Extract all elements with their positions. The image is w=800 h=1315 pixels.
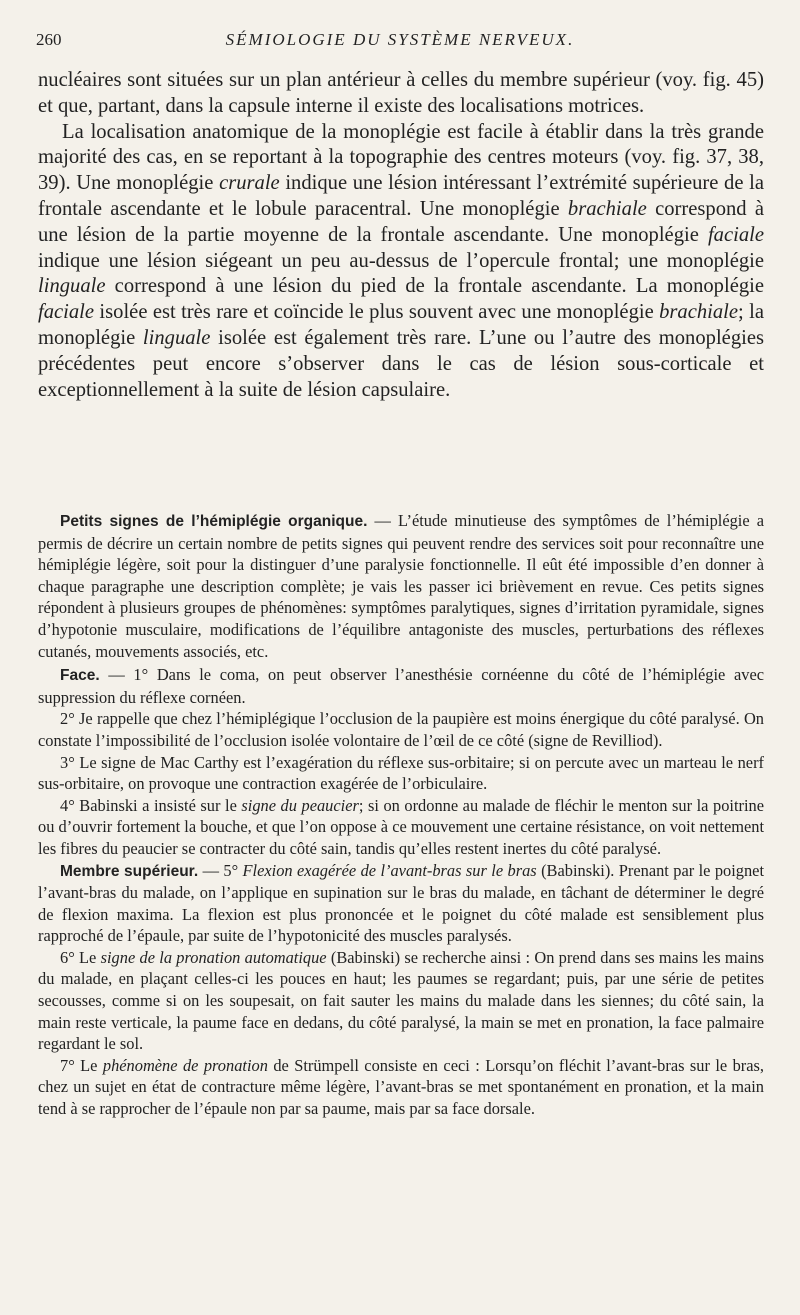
page-number: 260 <box>36 30 62 49</box>
main-text <box>38 68 764 403</box>
paragraph-petits-signes: Petits signes de l’hémiplégie organique. — L’étude minutieuse des symptômes de l’hémiplégie a permis de décrire un certain nombre de petits signes qui peuvent rendre des services soit pour reconnaître une hémiplégie légère, soit pour la distinguer d’une paralysie fonctionnelle. Il eût été impossible d’en donner à chaque paragraphe une description complète; je vais les passer ici brièvement en revue. Ces petits signes répondent à plusieurs groupes de phénomènes: symptômes paralytiques, signes d’irritation pyramidale, signes d’hypotonie musculaire, modifications de l’équilibre antagoniste des muscles, perturbations des réflexes cutanés, mouvements associés, etc. <box>38 511 764 661</box>
running-header <box>36 30 764 52</box>
paragraph-membre-5: Membre supérieur. — 5° Flexion exagérée de l’avant-bras sur le bras (Babinski). Prenant par le poignet l’avant-bras du malade, on l’applique en supination sur le bras du malade, en tâchant de déterminer le degré de flexion maxima. La flexion est plus prononcée et le poignet du côté malade est sensiblement plus rapproché de l’épaule, par suite de l’hypotonicité des muscles paralysés. <box>38 860 765 946</box>
section-heading-petits-signes: Petits signes de l’hémiplégie organique. <box>60 513 368 530</box>
paragraph-face-4: 4° Babinski a insisté sur le signe du peaucier; si on ordonne au malade de fléchir le menton sur la poitrine ou d’ouvrir fortement la bouche, et que l’on oppose à ce mouvement une certaine résistance, on voit nettement les fibres du peaucier se contracter du côté sain, tandis qu’elles restent inertes du côté paralysé. <box>38 795 764 858</box>
paragraph-membre-7: 7° Le phénomène de pronation de Strümpell consiste en ceci : Lorsqu’on fléchit l’avant-bras sur le bras, chez un sujet en état de contracture même légère, l’avant-bras se met spontanément en pronation, et la main tend à se rapprocher de l’épaule non par sa paume, mais par sa face dorsale. <box>38 1055 765 1119</box>
running-title: SÉMIOLOGIE DU SYSTÈME NERVEUX. <box>225 30 575 49</box>
paragraph-face-1: Face. — 1° Dans le coma, on peut observer l’anesthésie cornéenne du côté de l’hémiplégie avec suppression du réflexe cornéen. <box>38 665 764 707</box>
paragraph-continuation: nucléaires sont situées sur un plan antérieur à celles du membre supérieur (voy. fig. 45) et que, partant, dans la capsule interne il existe des localisations motrices. <box>38 69 764 117</box>
section-heading-membre: Membre supérieur. <box>60 862 199 880</box>
paragraph-face-3: 3° Le signe de Mac Carthy est l’exagération du réflexe sus-orbitaire; si on percute avec un marteau le nerf sus-orbitaire, on provoque une contraction exagérée de l’orbiculaire. <box>38 752 764 794</box>
paragraph-membre-6: 6° Le signe de la pronation automatique (Babinski) se recherche ainsi : On prend dans ses mains les mains du malade, en plaçant celles-ci les pouces en haut; les paumes se regardant; puis, par une série de petites secousses, comme si on les soupesait, on fait sauter les mains du malade dans les siennes; du côté sain, la main reste verticale, la paume face en dedans, du côté paralysé, la main se met en pronation, la face palmaire regardant le sol. <box>38 947 765 1054</box>
small-print-section <box>38 510 764 1120</box>
paragraph-face-2: 2° Je rappelle que chez l’hémiplégique l’occlusion de la paupière est moins énergique du côté paralysé. On constate l’impossibilité de l’occlusion isolée volontaire de l’œil de ce côté (signe de Revilliod). <box>38 709 764 750</box>
paragraph-localisation: La localisation anatomique de la monoplégie est facile à établir dans la très grande majorité des cas, en se reportant à la topographie des centres moteurs (voy. fig. 37, 38, 39). Une monoplégie crurale indique une lésion intéressant l’extrémité supérieure de la frontale ascendante et le lobule paracentral. Une monoplégie brachiale correspond à une lésion de la partie moyenne de la frontale ascendante. Une monoplégie faciale indique une lésion siégeant un peu au-dessus de l’opercule frontal; une monoplégie linguale correspond à une lésion du pied de la frontale ascendante. La monoplégie faciale isolée est très rare et coïncide le plus souvent avec une monoplégie brachiale; la monoplégie linguale isolée est également très rare. L’une ou l’autre des monoplégies précédentes peut encore s’observer dans le cas de lésion sous-corticale et exceptionnellement à la suite de lésion capsulaire. <box>38 120 765 401</box>
section-heading-face: Face. <box>60 667 100 685</box>
